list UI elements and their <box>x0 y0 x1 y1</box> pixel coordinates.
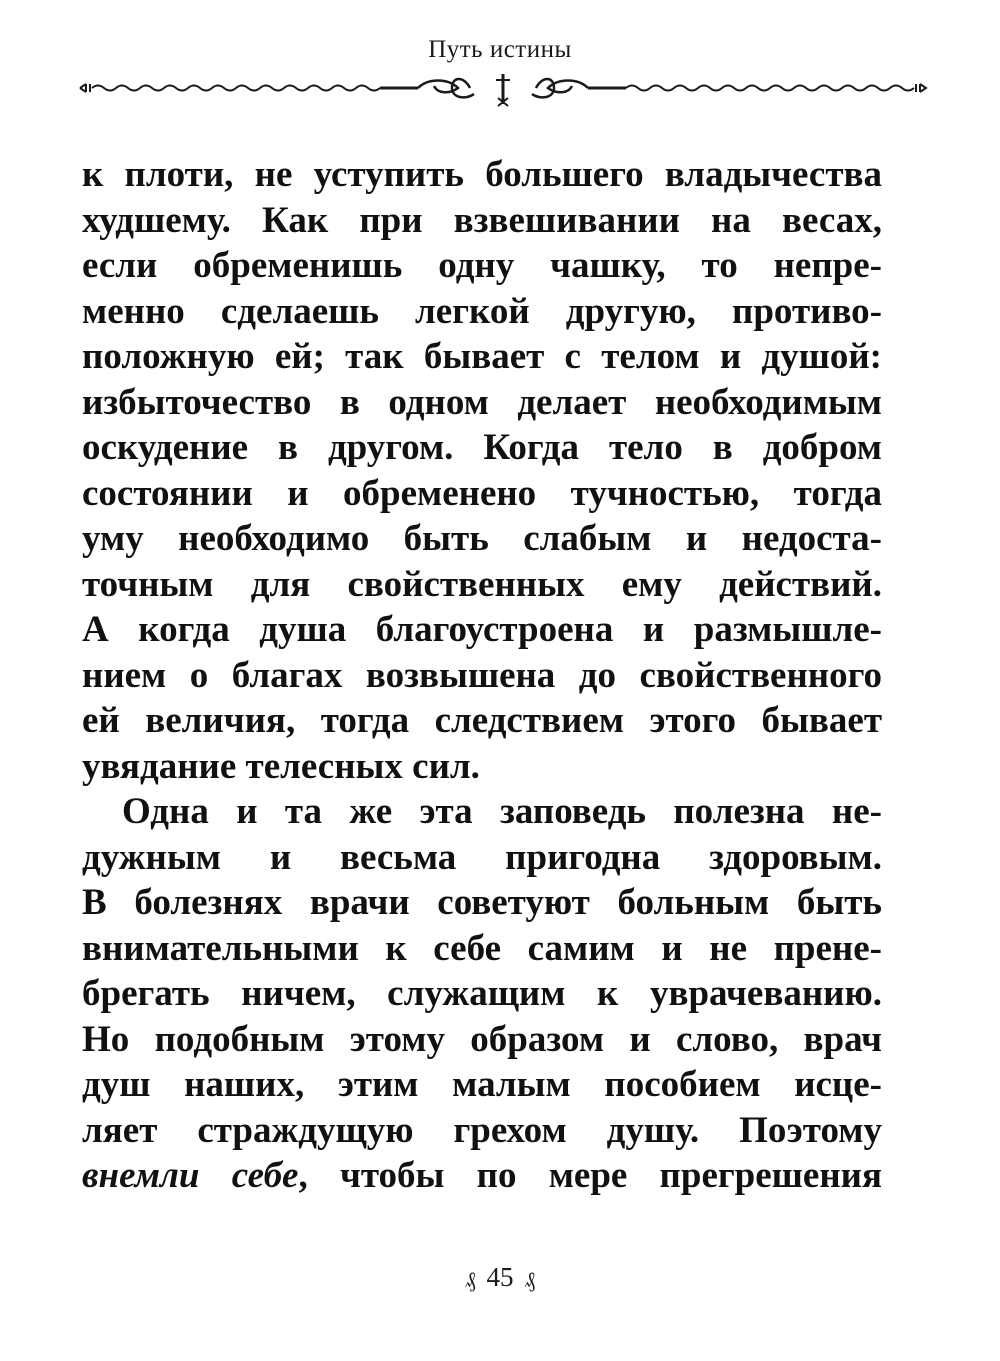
text-line: к плоти, не уступить большего владычества <box>82 154 882 195</box>
text-line: нием о благах возвышена до свойственного <box>82 654 882 696</box>
paragraph-2 <box>82 789 882 1199</box>
text-line: положную ей; так бывает с телом и душой: <box>82 336 882 377</box>
text-line: Но подобным этому образом и слово, врач <box>82 1018 882 1060</box>
folio-flourish-right-icon: ₰ <box>524 1266 536 1292</box>
text-line: оскудение в другом. Когда тело в добром <box>82 427 882 468</box>
text-line: ей величия, тогда следствием этого бывает <box>82 700 882 741</box>
text-line: точным для свойственных ему действий. <box>82 563 882 605</box>
decorative-scroll-ornament-icon <box>78 66 928 126</box>
text-line: Одна и та же эта заповедь полезна не- <box>122 791 882 832</box>
text-line: если обременишь одну чашку, то непре- <box>82 245 882 286</box>
text-line: дужным и весьма пригодна здоровым. <box>82 836 882 878</box>
text-line-final <box>82 1153 882 1199</box>
text-line: избыточество в одном делает необходимым <box>82 381 882 423</box>
text-line: менно сделаешь легкой другую, противо- <box>82 290 882 332</box>
text-line: ляет страждущую грехом душу. Поэтому <box>82 1109 882 1151</box>
paragraph-1 <box>82 152 882 789</box>
emphasis-italic: внемли себе <box>82 1155 299 1196</box>
text-line: состоянии и обременено тучностью, тогда <box>82 472 882 514</box>
text-line: В болезнях врачи советуют больным быть <box>82 882 882 923</box>
text-line: худшему. Как при взвешивании на весах, <box>82 199 882 241</box>
text-line: увядание телесных сил. <box>82 745 480 787</box>
text-line: брегать ничем, служащим к уврачеванию. <box>82 973 882 1014</box>
text-line: душ наших, этим малым пособием исце- <box>82 1064 882 1105</box>
text-line-rest: , чтобы по мере прегрешения <box>298 1155 882 1196</box>
body-text <box>82 152 882 1199</box>
text-line: А когда душа благоустроена и размышле- <box>82 609 882 650</box>
running-title: Путь истины <box>428 36 572 63</box>
page-footer <box>0 1262 1000 1293</box>
page-number: 45 <box>486 1262 514 1292</box>
text-line: внимательными к себе самим и не прене- <box>82 927 882 969</box>
text-line: уму необходимо быть слабым и недоста- <box>82 518 882 559</box>
folio-flourish-left-icon: ₰ <box>464 1266 476 1292</box>
